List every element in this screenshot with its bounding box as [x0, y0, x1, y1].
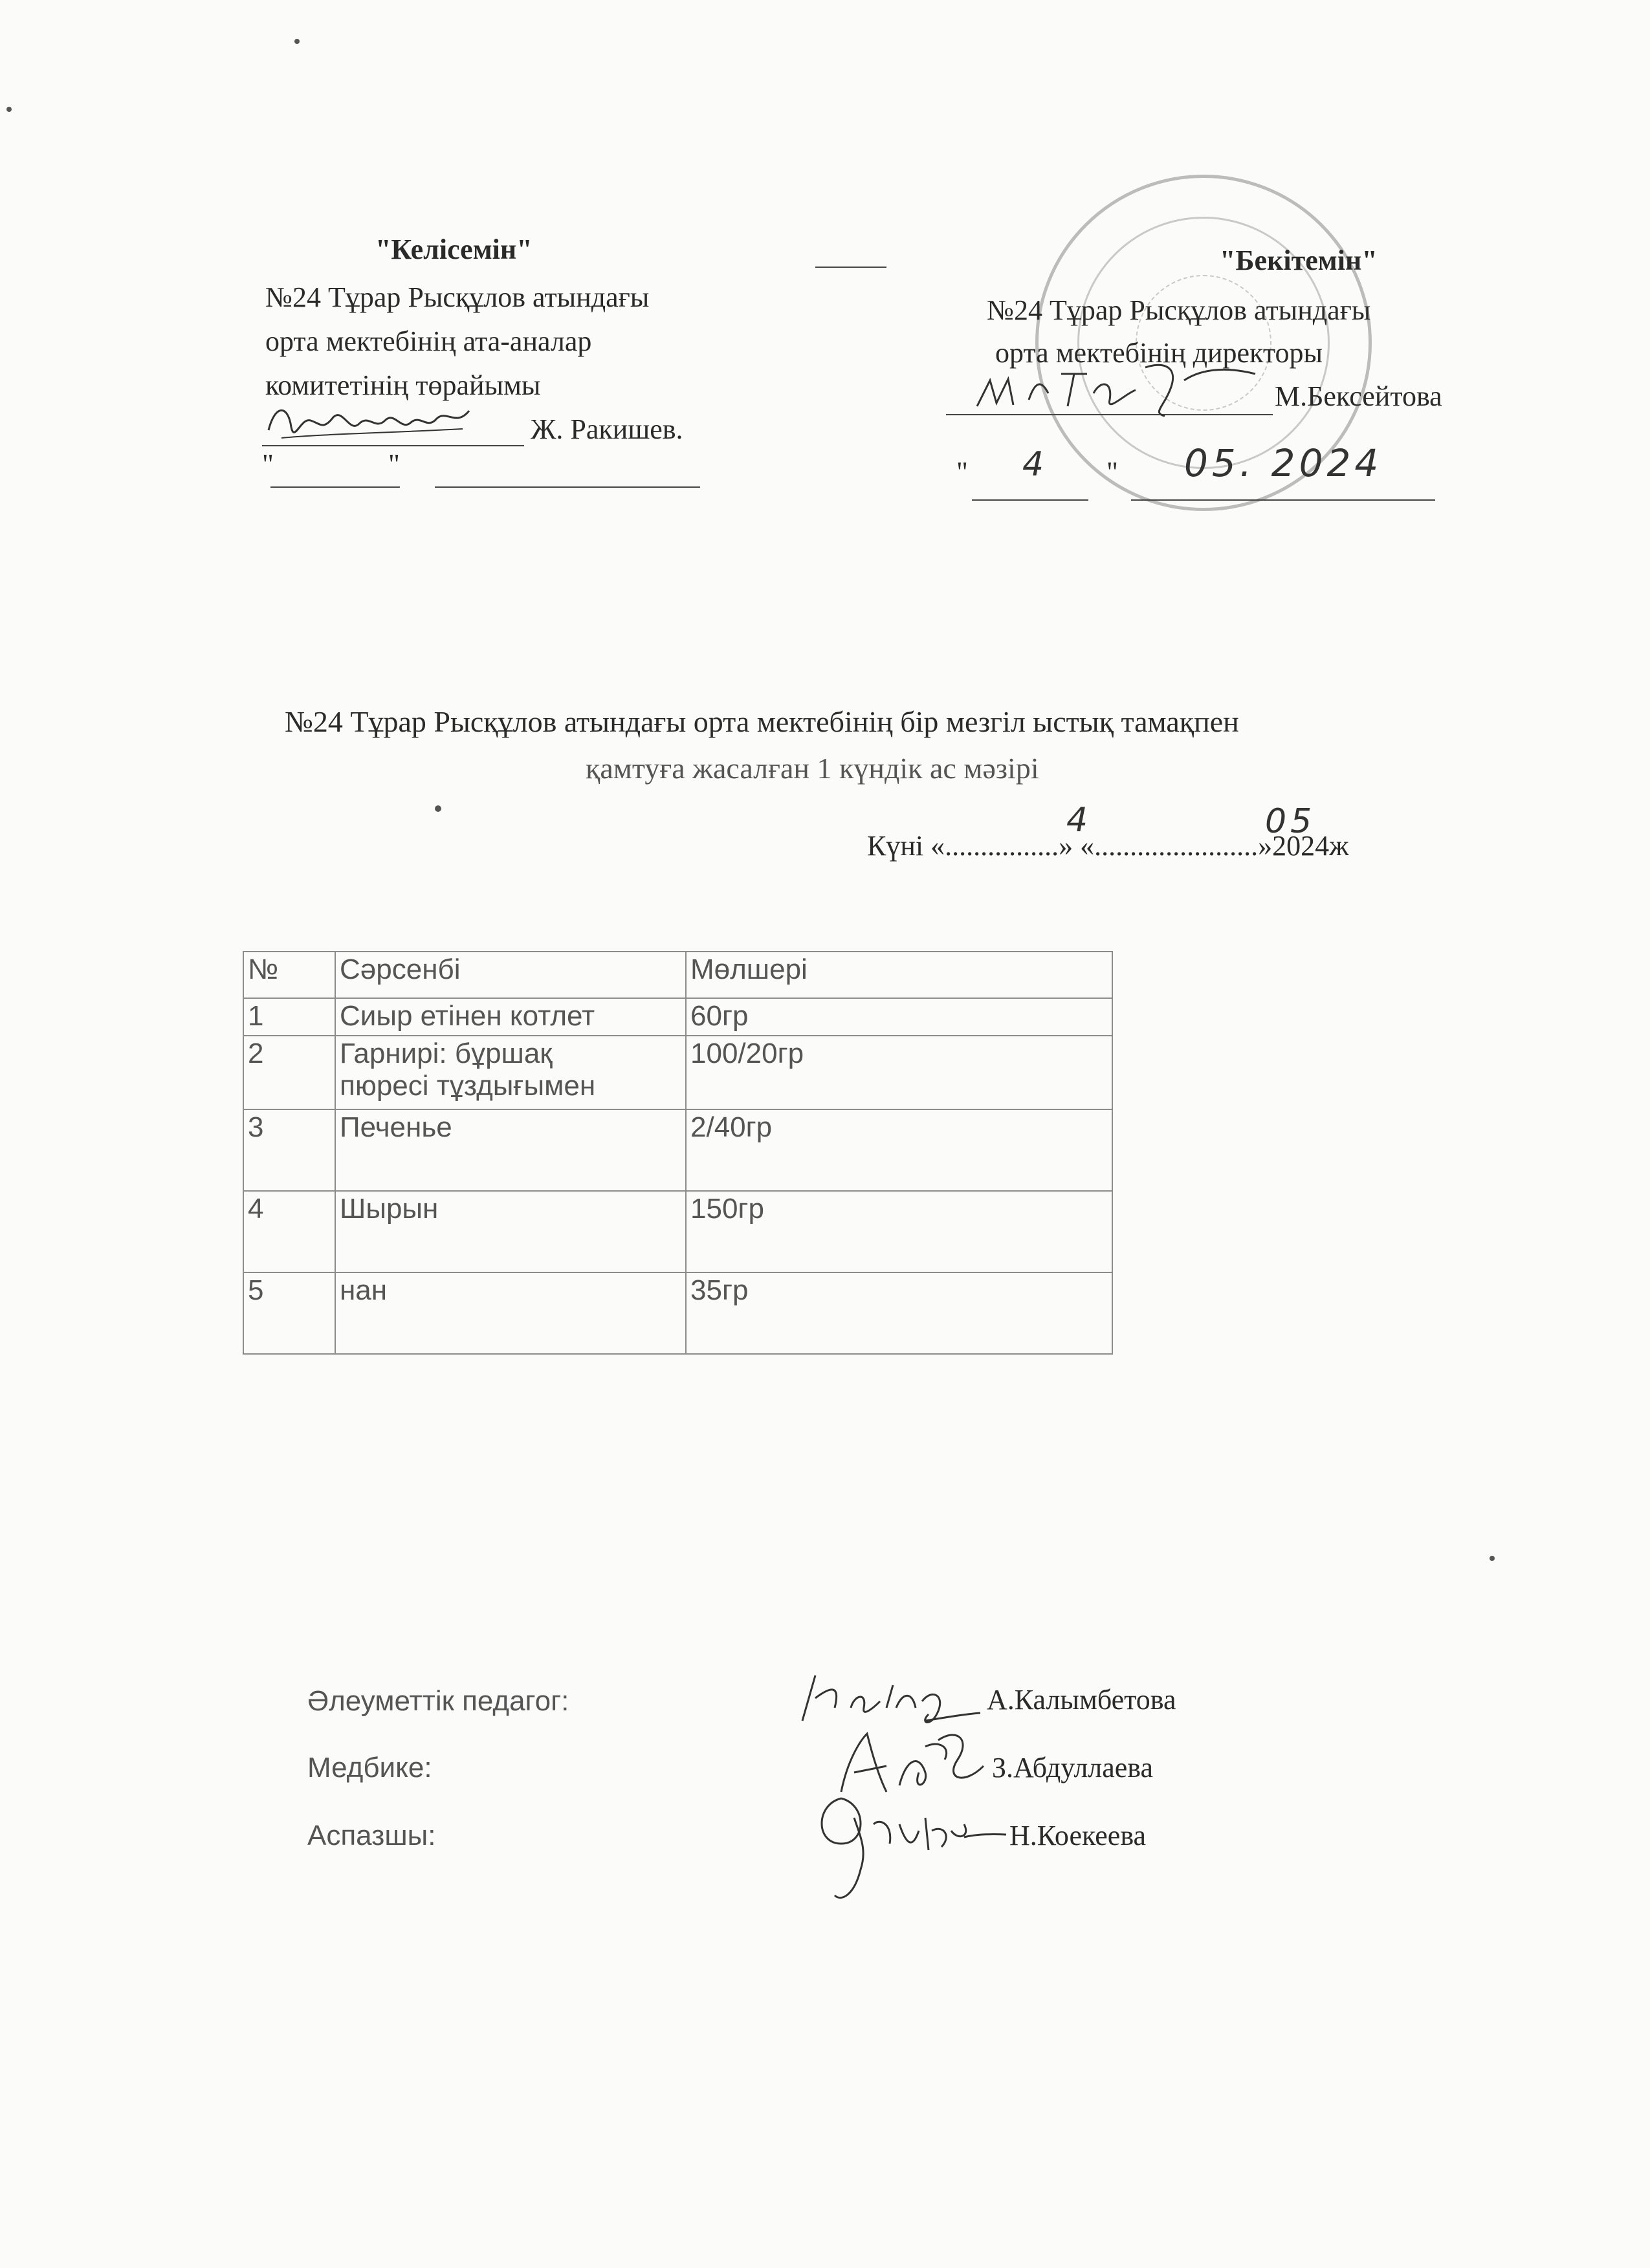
scan-speck	[1490, 1556, 1495, 1561]
approve-date-line	[1131, 499, 1435, 501]
heading-line-2: қамтуға жасалған 1 күндік ас мәзірі	[586, 752, 1039, 785]
approve-signer: М.Бексейтова	[1275, 380, 1442, 412]
agree-date-line	[435, 486, 700, 488]
agree-signer: Ж. Ракишев.	[531, 413, 683, 445]
approve-date-handwritten: 05. 2024	[1184, 441, 1383, 485]
row-item: Сиыр етінен котлет	[335, 998, 686, 1036]
agree-date-day-line	[270, 486, 400, 488]
scan-speck	[294, 39, 300, 44]
heading-line-1: №24 Тұрар Рысқұлов атындағы орта мектебінің бір мезгіл ыстық тамақпен	[285, 705, 1239, 738]
approve-date-close-quote: "	[1106, 456, 1118, 488]
agree-title: "Келісемін"	[375, 234, 533, 265]
approve-signature	[971, 354, 1275, 419]
approve-date-open-quote: "	[956, 456, 968, 488]
signature-name-cook: Н.Коекеева	[1009, 1820, 1147, 1851]
row-quantity: 150гр	[686, 1191, 1112, 1272]
menu-date-day-handwritten: 4	[1066, 801, 1088, 840]
row-item: Шырын	[335, 1191, 686, 1272]
agree-line-2: орта мектебінің ата-аналар	[265, 325, 592, 357]
agree-date-close-quote: "	[388, 448, 400, 480]
signature-cook	[802, 1785, 1009, 1908]
row-quantity: 100/20гр	[686, 1036, 1112, 1109]
scan-speck	[6, 107, 12, 112]
header-quantity: Мөлшері	[686, 952, 1112, 998]
agree-line-1: №24 Тұрар Рысқұлов атындағы	[265, 281, 650, 313]
row-quantity: 35гр	[686, 1272, 1112, 1354]
approve-line-1: №24 Тұрар Рысқұлов атындағы	[987, 294, 1371, 326]
table-row	[243, 1109, 1112, 1191]
header-day: Сәрсенбі	[335, 952, 686, 998]
signature-role-social-pedagogue: Әлеуметтік педагог:	[307, 1685, 569, 1717]
row-quantity: 2/40гр	[686, 1109, 1112, 1191]
row-item-line-2: пюресі тұздығымен	[340, 1070, 596, 1102]
signature-role-nurse: Медбике:	[307, 1752, 432, 1783]
agree-signature	[262, 391, 476, 450]
agree-date-open-quote: "	[262, 448, 274, 480]
approve-line-2: орта мектебінің директоры	[995, 337, 1323, 369]
approve-date-day-handwritten: 4	[1022, 445, 1044, 484]
signature-role-cook: Аспазшы:	[307, 1820, 436, 1851]
row-number: 4	[243, 1191, 335, 1272]
table-row	[243, 998, 1112, 1036]
menu-table	[243, 951, 1113, 1355]
stray-mark	[815, 267, 886, 268]
row-number: 1	[243, 998, 335, 1036]
row-item-line-1: Гарнирі: бұршақ	[340, 1038, 553, 1069]
menu-date: Күні «................» «.......................»2024ж	[867, 830, 1349, 862]
table-row	[243, 1272, 1112, 1354]
table-header-row	[243, 952, 1112, 998]
row-number: 3	[243, 1109, 335, 1191]
scan-speck	[435, 805, 441, 812]
signature-name-nurse: З.Абдуллаева	[992, 1752, 1154, 1783]
row-item: Печенье	[335, 1109, 686, 1191]
row-number: 5	[243, 1272, 335, 1354]
approve-title: "Бекітемін"	[1220, 245, 1378, 276]
row-item: нан	[335, 1272, 686, 1354]
approve-date-day-line	[972, 499, 1088, 501]
menu-date-month-handwritten: 05	[1265, 802, 1316, 841]
agree-line-3: комитетінің төрайымы	[265, 369, 541, 401]
header-number: №	[243, 952, 335, 998]
row-quantity: 60гр	[686, 998, 1112, 1036]
row-number: 2	[243, 1036, 335, 1109]
table-row	[243, 1191, 1112, 1272]
table-row	[243, 1036, 1112, 1109]
signature-name-social-pedagogue: А.Калымбетова	[987, 1684, 1176, 1716]
row-item	[335, 1036, 686, 1109]
